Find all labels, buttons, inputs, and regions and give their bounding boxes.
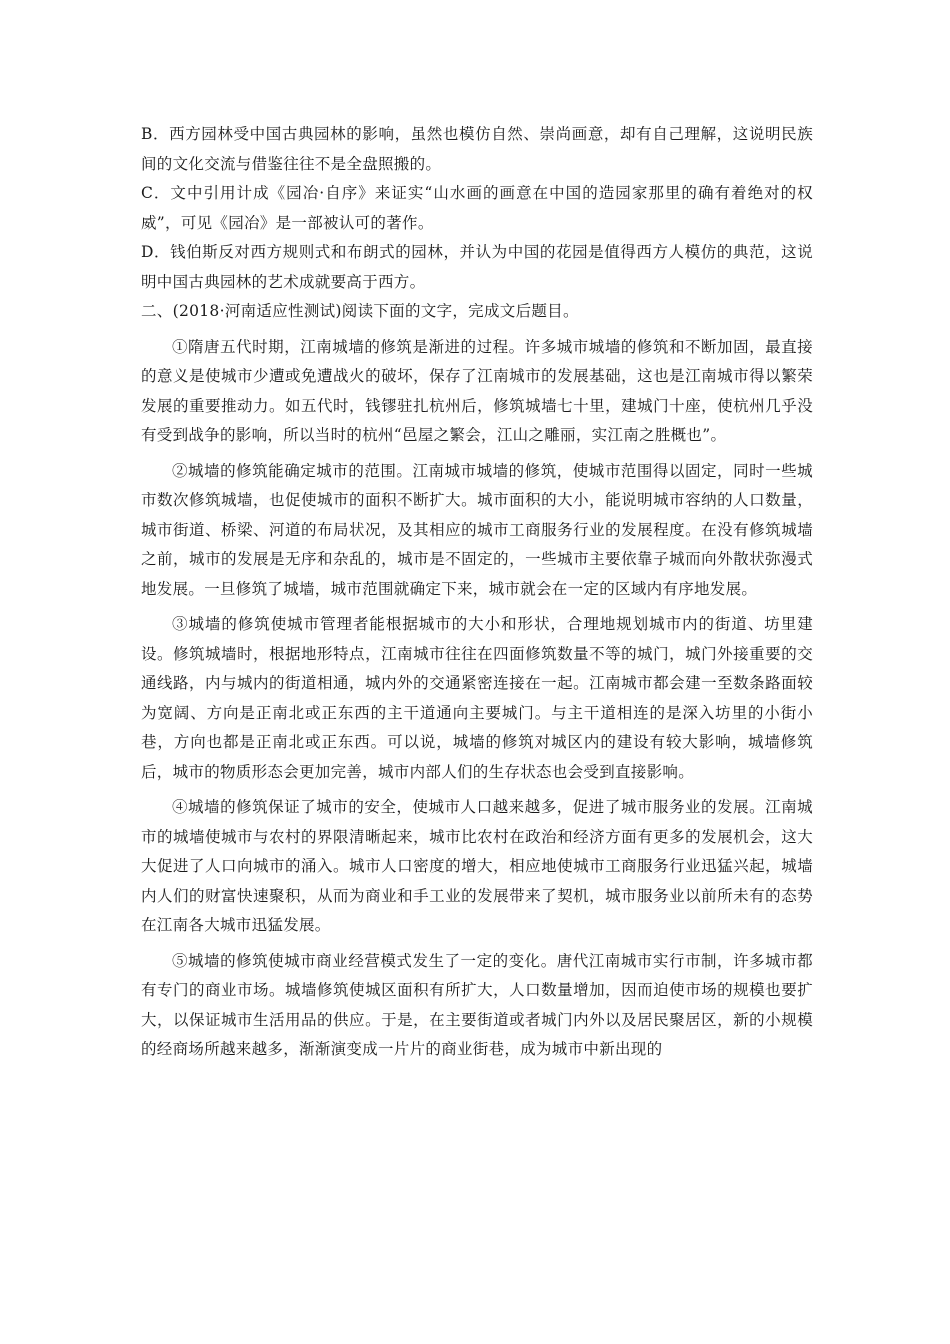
- paragraph-2: ②城墙的修筑能确定城市的范围。江南城市城墙的修筑，使城市范围得以固定，同时一些城市数次修筑城墙，也促使城市的面积不断扩大。城市面积的大小，能说明城市容纳的人口数量，城市街道、桥梁、河道的布局状况，及其相应的城市工商服务行业的发展程度。在没有修筑城墙之前，城市的发展是无序和杂乱的，城市是不固定的，一些城市主要依靠子城而向外散状弥漫式地发展。一旦修筑了城墙，城市范围就确定下来，城市就会在一定的区域内有序地发展。: [141, 461, 813, 598]
- option-d: D．钱伯斯反对西方规则式和布朗式的园林，并认为中国的花园是值得西方人模仿的典范，这说明中国古典园林的艺术成就要高于西方。: [141, 243, 813, 291]
- document-body: [141, 120, 813, 1065]
- paragraph-4: ④城墙的修筑保证了城市的安全，使城市人口越来越多，促进了城市服务业的发展。江南城市的城墙使城市与农村的界限清晰起来，城市比农村在政治和经济方面有更多的发展机会，这大大促进了人口向城市的涌入。城市人口密度的增大，相应地使城市工商服务行业迅猛兴起，城墙内人们的财富快速聚积，从而为商业和手工业的发展带来了契机，城市服务业以前所未有的态势在江南各大城市迅猛发展。: [141, 798, 813, 934]
- option-b: B．西方园林受中国古典园林的影响，虽然也模仿自然、崇尚画意，却有自己理解，这说明民族间的文化交流与借鉴往往不是全盘照搬的。: [141, 125, 813, 173]
- paragraph-1: ①隋唐五代时期，江南城墙的修筑是渐进的过程。许多城市城墙的修筑和不断加固，最直接的意义是使城市少遭或免遭战火的破坏，保存了江南城市的发展基础，这也是江南城市得以繁荣发展的重要推动力。如五代时，钱镠驻扎杭州后，修筑城墙七十里，建城门十座，使杭州几乎没有受到战争的影响，所以当时的杭州“邑屋之繁会，江山之雕丽，实江南之胜概也”。: [141, 337, 813, 444]
- paragraph-5: ⑤城墙的修筑使城市商业经营模式发生了一定的变化。唐代江南城市实行市制，许多城市都有专门的商业市场。城墙修筑使城区面积有所扩大，人口数量增加，因而迫使市场的规模也要扩大，以保证城市生活用品的供应。于是，在主要街道或者城门内外以及居民聚居区，新的小规模的经商场所越来越多，渐渐演变成一片片的商业街巷，成为城市中新出现的: [141, 951, 813, 1058]
- paragraph-3: ③城墙的修筑使城市管理者能根据城市的大小和形状，合理地规划城市内的街道、坊里建设。修筑城墙时，根据地形特点，江南城市往往在四面修筑数量不等的城门，城门外接重要的交通线路，内与城内的街道相通，城内外的交通紧密连接在一起。江南城市都会建一至数条路面较为宽阔、方向是正南北或正东西的主干道通向主要城门。与主干道相连的是深入坊里的小街小巷，方向也都是正南北或正东西。可以说，城墙的修筑对城区内的建设有较大影响，城墙修筑后，城市的物质形态会更加完善，城市内部人们的生存状态也会受到直接影响。: [141, 615, 813, 781]
- section-heading: 二、(2018·河南适应性测试)阅读下面的文字，完成文后题目。: [141, 302, 579, 320]
- option-c: C．文中引用计成《园冶·自序》来证实“山水画的画意在中国的造园家那里的确有着绝对的权威”，可见《园冶》是一部被认可的著作。: [141, 184, 813, 232]
